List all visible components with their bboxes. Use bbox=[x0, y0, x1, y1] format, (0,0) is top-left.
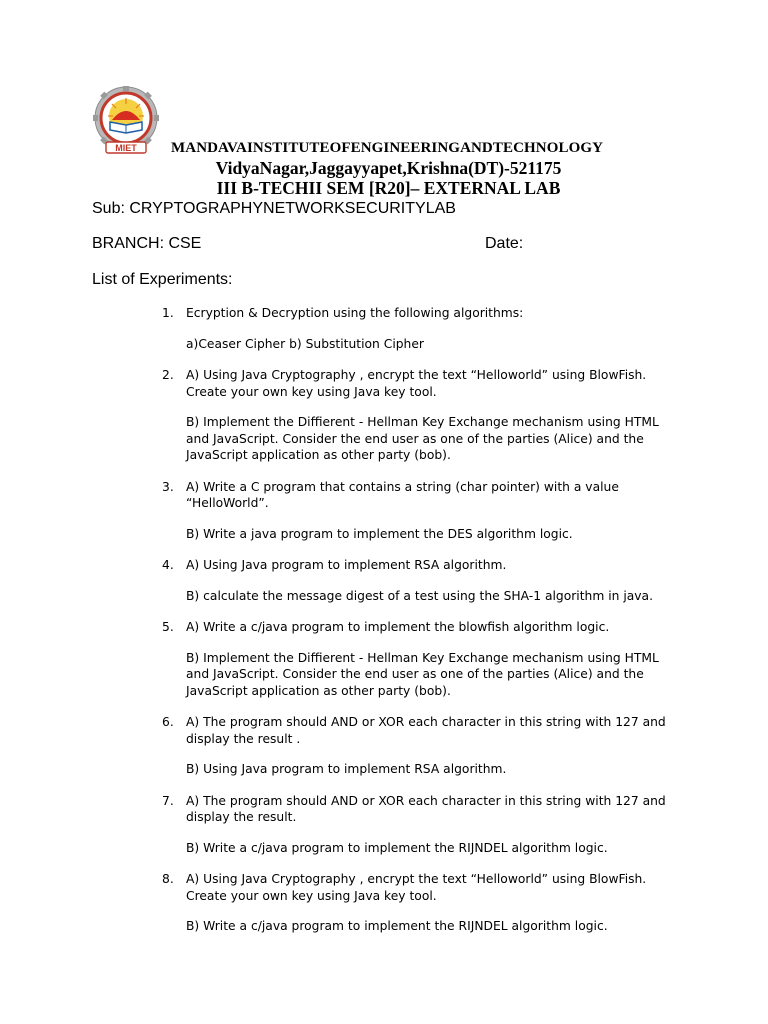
experiment-part: B) calculate the message digest of a test using the SHA-1 algorithm in java. bbox=[186, 588, 654, 603]
branch-line: BRANCH: CSE bbox=[92, 235, 202, 252]
experiment-part: A) Using Java program to implement RSA algorithm. bbox=[186, 558, 507, 572]
subject-line: Sub: CRYPTOGRAPHYNETWORKSECURITYLAB bbox=[92, 200, 456, 217]
experiment-part: A) Write a C program that contains a string (char pointer) with a value “HelloWorld”. bbox=[186, 479, 619, 510]
experiment-part: A) Using Java Cryptography , encrypt the text “Helloworld” using BlowFish. Create your own key using Java key tool. bbox=[186, 872, 647, 903]
institute-name: MANDAVAINSTITUTEOFENGINEERINGANDTECHNOLOGY bbox=[171, 140, 604, 156]
experiment-number: 7. bbox=[162, 793, 174, 808]
date-label: Date: bbox=[485, 235, 524, 252]
experiment-item bbox=[0, 871, 768, 935]
logo-text: MIET bbox=[115, 143, 137, 153]
institute-logo bbox=[92, 86, 160, 156]
experiment-part: B) Using Java program to implement RSA algorithm. bbox=[186, 762, 507, 776]
experiment-number: 8. bbox=[162, 872, 174, 886]
experiment-number: 4. bbox=[162, 558, 174, 572]
experiment-item bbox=[0, 557, 768, 604]
experiment-number: 2. bbox=[162, 368, 174, 382]
list-heading: List of Experiments: bbox=[92, 271, 233, 288]
experiment-part: A) Write a c/java program to implement the blowfish algorithm logic. bbox=[186, 620, 610, 634]
institute-address: VidyaNagar,Jaggayyapet,Krishna(DT)-521175 bbox=[215, 158, 562, 178]
experiment-part: A) The program should AND or XOR each character in this string with 127 and display the result. bbox=[186, 793, 666, 824]
experiment-part: a)Ceaser Cipher b) Substitution Cipher bbox=[186, 336, 424, 351]
experiment-number: 3. bbox=[162, 479, 174, 494]
experiment-item bbox=[0, 714, 768, 778]
experiment-part: B) Implement the Diffierent - Hellman Key Exchange mechanism using HTML and JavaScript. Consider the end user as one of the parties (Alice) and the JavaScript application as other party (bob). bbox=[186, 415, 659, 462]
experiment-part: B) Implement the Diffierent - Hellman Key Exchange mechanism using HTML and JavaScript. Consider the end user as one of the parties (Alice) and the JavaScript application as other party (bob). bbox=[186, 650, 659, 698]
experiment-item bbox=[0, 619, 768, 699]
experiment-number: 6. bbox=[162, 715, 174, 729]
experiment-list bbox=[0, 305, 768, 950]
exam-title: III B-TECHII SEM [R20]– EXTERNAL LAB bbox=[216, 178, 561, 198]
experiment-part: A) Using Java Cryptography , encrypt the text “Helloworld” using BlowFish. Create your own key using Java key tool. bbox=[186, 368, 647, 399]
experiment-part: A) The program should AND or XOR each character in this string with 127 and display the result . bbox=[186, 715, 666, 746]
experiment-item bbox=[0, 305, 768, 352]
experiment-item bbox=[0, 479, 768, 543]
experiment-part: Ecryption & Decryption using the following algorithms: bbox=[186, 306, 524, 320]
experiment-item bbox=[0, 367, 768, 464]
experiment-part: B) Write a java program to implement the DES algorithm logic. bbox=[186, 526, 573, 541]
experiment-item bbox=[0, 793, 768, 857]
experiment-part: B) Write a c/java program to implement the RIJNDEL algorithm logic. bbox=[186, 840, 608, 855]
experiment-number: 5. bbox=[162, 620, 174, 634]
experiment-number: 1. bbox=[162, 306, 174, 320]
experiment-part: B) Write a c/java program to implement the RIJNDEL algorithm logic. bbox=[186, 919, 608, 933]
